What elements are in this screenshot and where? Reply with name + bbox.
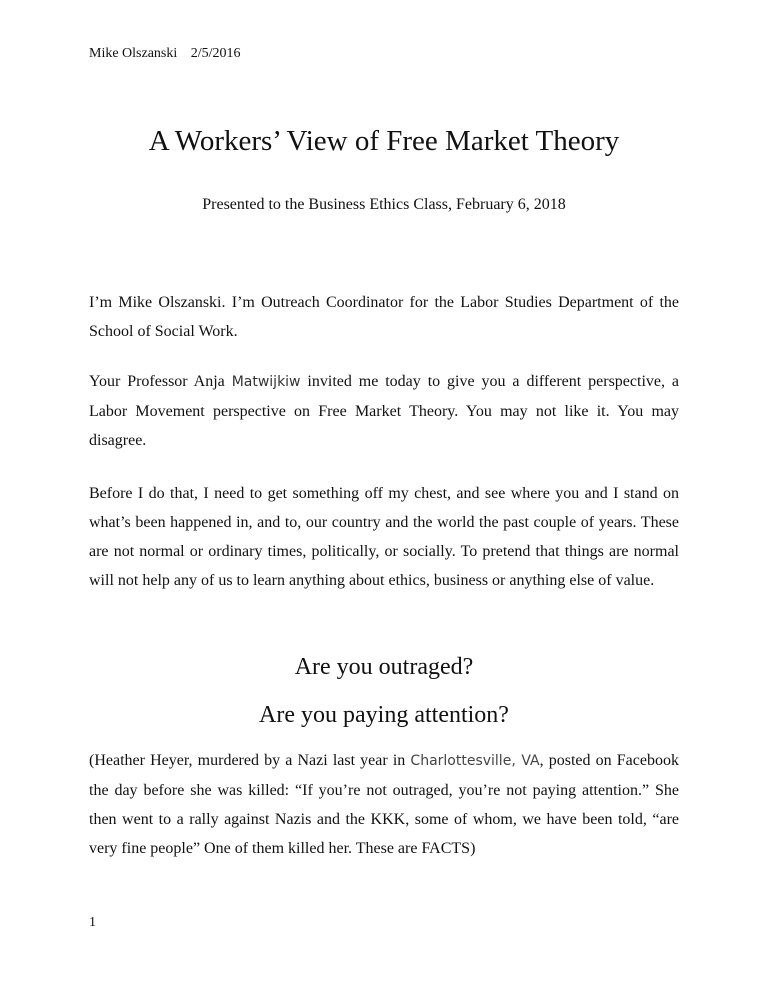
- page-number: 1: [89, 915, 96, 930]
- paragraph-professor-start: Your Professor Anja: [89, 373, 232, 390]
- header-author: Mike Olszanski: [89, 46, 178, 61]
- paragraph-context: Before I do that, I need to get something off my chest, and see where you and I stand on what’s been happened in, and to, our country and the world the past couple of years. These are not normal or ordinary times, politically, or socially. To pretend that things are normal will not help any of us to learn anything about ethics, business or anything else of value.: [89, 485, 679, 589]
- paragraph-quote-end: , posted on Facebook the day before she was killed: “If you’re not outraged, you’re not paying attention.” She then went to a rally against Nazis and the KKK, some of whom, we have been told, “are very fine people” One of them killed her. These are FACTS): [89, 752, 679, 857]
- professor-name: Matwijkiw: [231, 374, 301, 390]
- heading-attention: Are you paying attention?: [259, 702, 509, 728]
- place-name: Charlottesville, VA: [410, 753, 540, 769]
- heading-outraged: Are you outraged?: [294, 654, 474, 680]
- paragraph-quote-start: (Heather Heyer, murdered by a Nazi last year in: [89, 752, 411, 769]
- paragraph-professor: [89, 367, 679, 455]
- header-date: 2/5/2016: [190, 46, 241, 61]
- document-subtitle: Presented to the Business Ethics Class, February 6, 2018: [202, 196, 566, 213]
- page-header: [89, 46, 241, 62]
- paragraph-intro: I’m Mike Olszanski. I’m Outreach Coordinator for the Labor Studies Department of the School of Social Work.: [89, 294, 679, 340]
- paragraph-professor-end: invited me today to give you a different perspective, a Labor Movement perspective on Free Market Theory. You may not like it. You may disagree.: [89, 373, 680, 449]
- document-title: A Workers’ View of Free Market Theory: [148, 125, 620, 157]
- paragraph-quote: [89, 746, 679, 863]
